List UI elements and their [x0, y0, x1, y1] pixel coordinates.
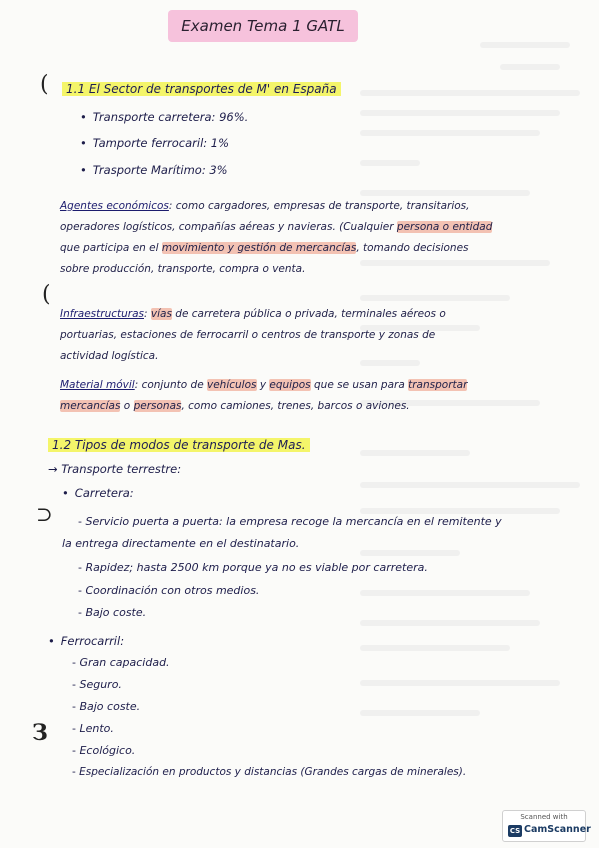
binder-hole-mark: З — [32, 720, 48, 746]
list-item: - Lento. — [72, 722, 114, 735]
material-term: Material móvil — [60, 379, 135, 391]
binder-hole-mark: ( — [40, 72, 49, 97]
subheading: → Transporte terrestre: — [48, 462, 182, 476]
highlight: mercancías — [60, 400, 121, 412]
highlight: transportar — [408, 379, 468, 391]
carretera-label: • Carretera: — [62, 486, 134, 500]
page-title: Examen Tema 1 GATL — [168, 10, 358, 42]
material-paragraph: Material móvil: conjunto de vehículos y equipos que se usan para transportar mercancías o personas, como camiones, trenes, barcos o aviones. — [60, 379, 468, 412]
list-item: - Bajo coste. — [78, 606, 146, 619]
infra-paragraph: Infraestructuras: vías de carretera pública o privada, terminales aéreos o portuarias, estaciones de ferrocarril o centros de transporte y zonas de actividad logística. — [60, 308, 446, 362]
list-item: - Coordinación con otros medios. — [78, 584, 259, 597]
binder-hole-mark: ( — [42, 282, 51, 307]
agentes-term: Agentes económicos — [60, 200, 169, 212]
highlight: vehículos — [207, 379, 257, 391]
highlight: persona o entidad — [396, 221, 493, 233]
ferrocarril-label: • Ferrocarril: — [48, 634, 124, 648]
list-item: • Trasporte Marítimo: 3% — [80, 163, 228, 177]
highlight: equipos — [269, 379, 311, 391]
scanner-caption: Scanned with — [520, 813, 568, 821]
scanner-watermark — [502, 810, 591, 842]
highlight: movimiento y gestión de mercancías — [161, 242, 357, 254]
highlight: vías — [150, 308, 172, 320]
list-item: - Bajo coste. — [72, 700, 140, 713]
arrow-icon: → — [48, 462, 58, 476]
list-item: • Transporte carretera: 96%. — [80, 110, 248, 124]
binder-hole-mark: ⊃ — [36, 502, 53, 526]
list-item-continuation: la entrega directamente en el destinatario. — [62, 537, 300, 550]
list-item: - Rapidez; hasta 2500 km porque ya no es viable por carretera. — [78, 561, 428, 574]
list-item: - Ecológico. — [72, 744, 135, 757]
section-1-heading: 1.1 El Sector de transportes de M' en España — [62, 82, 341, 96]
camscanner-logo-icon: CS — [509, 827, 521, 835]
section-2-heading: 1.2 Tipos de modos de transporte de Mas. — [48, 438, 310, 452]
list-item: • Tamporte ferrocaril: 1% — [80, 136, 229, 150]
list-item: - Servicio puerta a puerta: la empresa recoge la mercancía en el remitente y — [78, 515, 502, 528]
agentes-paragraph: Agentes económicos: como cargadores, empresas de transporte, transitarios, operadores logísticos, compañías aéreas y navieras. (Cualquier persona o entidad que participa en el movimiento y gestión de mercancías, tomando decisiones sobre producción, transporte, compra o venta. — [60, 200, 493, 275]
highlight: personas — [133, 400, 182, 412]
list-item: - Gran capacidad. — [72, 656, 170, 669]
scanner-name: CamScanner — [524, 824, 591, 835]
list-item: - Seguro. — [72, 678, 122, 691]
infra-term: Infraestructuras — [60, 308, 144, 320]
list-item: - Especialización en productos y distancias (Grandes cargas de minerales). — [72, 766, 466, 778]
